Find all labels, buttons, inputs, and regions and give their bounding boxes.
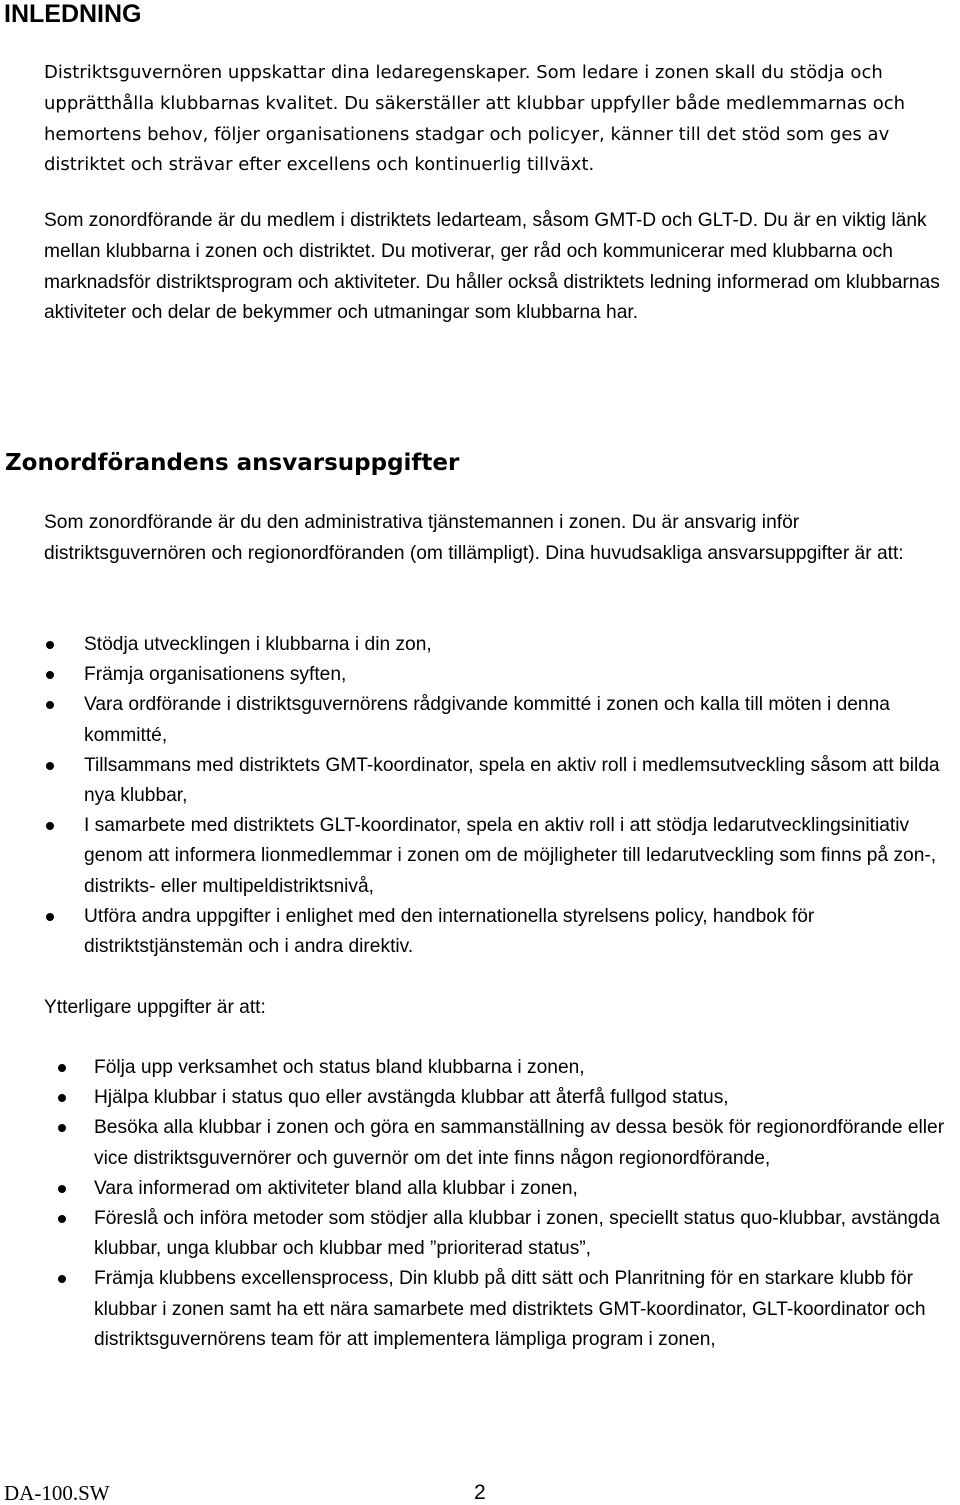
list-item: Besöka alla klubbar i zonen och göra en sammanställning av dessa besök för regionordförande eller vice distriktsguvernörer och guvernör om det inte finns någon regionordförande,: [94, 1113, 958, 1173]
bullet-icon: [58, 1275, 66, 1283]
additional-task-list: [94, 1053, 958, 1355]
intro-paragraph-1: Distriktsguvernören uppskattar dina ledaregenskaper. Som ledare i zonen skall du stödja och upprätthålla klubbarnas kvalitet. Du säkerställer att klubbar uppfyller både medlemmarnas och hemortens behov, följer organisationens stadgar och policyer, känner till det stöd som ges av distriktet och strävar efter excellens och kontinuerlig tillväxt.: [44, 62, 906, 176]
bullet-icon: [46, 913, 54, 921]
list-item: Vara ordförande i distriktsguvernörens rådgivande kommitté i zonen och kalla till möten i denna kommitté,: [84, 690, 958, 750]
bullet-icon: [46, 822, 54, 830]
responsibilities-intro: Som zonordförande är du den administrativa tjänstemannen i zonen. Du är ansvarig inför distriktsguvernören och regionordföranden (om tillämpligt). Dina huvudsakliga ansvarsuppgifter är att:: [44, 512, 904, 564]
bullet-icon: [46, 762, 54, 770]
document-code: DA-100.SW: [4, 1481, 110, 1505]
additional-tasks-intro: Ytterligare uppgifter är att:: [44, 997, 266, 1018]
list-item: Hjälpa klubbar i status quo eller avstängda klubbar att återfå fullgod status,: [94, 1083, 958, 1113]
list-item: Utföra andra uppgifter i enlighet med den internationella styrelsens policy, handbok för distriktstjänstemän och i andra direktiv.: [84, 902, 958, 962]
list-item: Vara informerad om aktiviteter bland alla klubbar i zonen,: [94, 1174, 958, 1204]
bullet-icon: [46, 671, 54, 679]
main-task-list: [84, 630, 958, 962]
page-number: 2: [474, 1481, 486, 1504]
bullet-icon: [46, 701, 54, 709]
bullet-icon: [58, 1215, 66, 1223]
list-item: Främja organisationens syften,: [84, 660, 958, 690]
list-item: Föreslå och införa metoder som stödjer alla klubbar i zonen, speciellt status quo-klubbar, avstängda klubbar, unga klubbar och klubbar med ”prioriterad status”,: [94, 1204, 958, 1264]
bullet-icon: [58, 1094, 66, 1102]
bullet-icon: [46, 641, 54, 649]
list-item: Tillsammans med distriktets GMT-koordinator, spela en aktiv roll i medlemsutveckling såsom att bilda nya klubbar,: [84, 751, 958, 811]
page-title: INLEDNING: [4, 0, 142, 28]
bullet-icon: [58, 1185, 66, 1193]
bullet-icon: [58, 1064, 66, 1072]
list-item: Stödja utvecklingen i klubbarna i din zon,: [84, 630, 958, 660]
intro-paragraph-2: Som zonordförande är du medlem i distriktets ledarteam, såsom GMT-D och GLT-D. Du är en viktig länk mellan klubbarna i zonen och distriktet. Du motiverar, ger råd och kommunicerar med klubbarna och marknadsför distriktsprogram och aktiviteter. Du håller också distriktets ledning informerad om klubbarnas aktiviteter och delar de bekymmer och utmaningar som klubbarna har.: [44, 210, 940, 324]
list-item: Följa upp verksamhet och status bland klubbarna i zonen,: [94, 1053, 958, 1083]
list-item: Främja klubbens excellensprocess, Din klubb på ditt sätt och Planritning för en starkare klubb för klubbar i zonen samt ha ett nära samarbete med distriktets GMT-koordinator, GLT-koordinator och distriktsguvernörens team för att implementera lämpliga program i zonen,: [94, 1264, 958, 1355]
bullet-icon: [58, 1124, 66, 1132]
section-heading: Zonordförandens ansvarsuppgifter: [5, 450, 460, 476]
list-item: I samarbete med distriktets GLT-koordinator, spela en aktiv roll i att stödja ledarutvecklingsinitiativ genom att informera lionmedlemmar i zonen om de möjligheter till ledarutveckling som finns på zon-, distrikts- eller multipeldistriktsnivå,: [84, 811, 958, 902]
